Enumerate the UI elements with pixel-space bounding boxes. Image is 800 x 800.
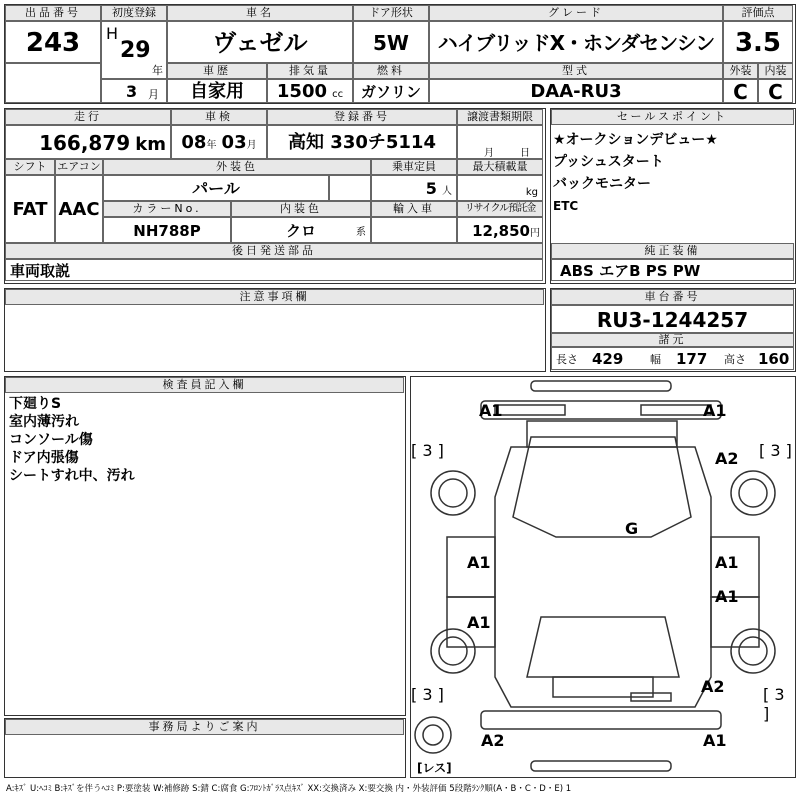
inspection-year: 08 — [181, 132, 207, 153]
mark-tire-rl: [ 3 ] — [411, 685, 444, 704]
dims-label: 諸元 — [551, 333, 794, 347]
inspector-line: コンソール傷 — [9, 432, 93, 448]
era: H — [106, 24, 119, 43]
genuine-label: 純正装備 — [551, 243, 794, 259]
inspector-label: 検査員記入欄 — [5, 377, 404, 393]
fuel-value: ガソリン — [353, 79, 429, 103]
inspector-lines — [9, 395, 135, 485]
office-box — [4, 718, 406, 778]
mileage-label: 走行 — [5, 109, 171, 125]
capacity-cell — [371, 175, 457, 201]
model-label: 型式 — [429, 63, 723, 79]
displacement-value: 1500 — [276, 81, 327, 102]
capacity-label: 乗車定員 — [371, 159, 457, 175]
lot-empty — [5, 63, 101, 103]
int-color-label: 内装色 — [231, 201, 371, 217]
mark-rear-right: A1 — [703, 731, 727, 750]
first-reg-month-cell — [101, 79, 167, 103]
mark-front-left: A1 — [479, 401, 503, 420]
legend: A:ｷｽﾞ U:ﾍｺﾐ B:ｷｽﾞを伴うﾍｺﾐ P:要塗装 W:補修跡 S:錆 C:腐食 G:ﾌﾛﾝﾄｶﾞﾗｽ点ｷｽﾞ XX:交換済み X:要交換 内・外装評価 5段階ﾗﾝｸ順(A・B・C・D・E) 1 — [6, 784, 572, 794]
displacement-label: 排気量 — [267, 63, 353, 79]
mark-roof: G — [625, 519, 639, 538]
top-sheet — [4, 4, 796, 104]
car-diagram — [410, 376, 796, 778]
office-label: 事務局よりご案内 — [5, 719, 404, 735]
mark-door-fr: A1 — [715, 553, 739, 572]
dims-row — [551, 347, 794, 370]
details-sheet — [4, 108, 546, 284]
door-type: 5W — [353, 21, 429, 63]
int-color-cell — [231, 217, 371, 243]
inspector-box — [4, 376, 406, 716]
width-value: 177 — [676, 350, 708, 368]
ext-score: C — [723, 79, 758, 103]
car-name-label: 車名 — [167, 5, 353, 21]
inspector-line: 室内薄汚れ — [9, 414, 79, 430]
model-value: DAA-RU3 — [429, 79, 723, 103]
grade-label: グレード — [429, 5, 723, 21]
length-label: 長さ — [556, 353, 578, 366]
shift-label: シフト — [5, 159, 55, 175]
mark-tire-fl: [ 3 ] — [411, 441, 444, 460]
grade-value: ハイブリッドX・ホンダセンシン — [429, 21, 723, 63]
recycle-unit: 円 — [530, 228, 540, 239]
sales-points-box — [550, 108, 796, 284]
lot-number: 243 — [5, 21, 101, 63]
notes-box — [4, 288, 546, 372]
int-color-value: クロ — [285, 222, 316, 240]
later-parts-value: 車両取説 — [5, 259, 543, 281]
capacity-unit: 人 — [442, 186, 452, 197]
sales-point-item: プッシュスタート — [553, 154, 664, 170]
aircon-label: エアコン — [55, 159, 103, 175]
sales-points-label: セールスポイント — [551, 109, 794, 125]
load-cell — [457, 175, 543, 201]
plate-value: 高知 330チ5114 — [267, 125, 457, 159]
inspection-year-unit: 年 — [206, 140, 217, 151]
first-reg-month: 3 — [126, 82, 138, 101]
transfer-month-unit: 月 — [484, 148, 494, 159]
first-reg-year: 29 — [120, 38, 151, 63]
mark-fender-right: A2 — [715, 449, 739, 468]
load-unit: kg — [525, 187, 538, 198]
inspector-line: ドア内張傷 — [9, 450, 79, 466]
mark-door-rl: A1 — [467, 613, 491, 632]
int-score-label: 内装 — [758, 63, 793, 79]
sales-point-item: バックモニター — [553, 176, 651, 192]
sales-points-list — [553, 129, 718, 217]
mileage-value: 166,879 — [39, 131, 131, 155]
displacement-cell — [267, 79, 353, 103]
import-cell — [371, 217, 457, 243]
aircon-value: AAC — [55, 175, 103, 243]
notes-label: 注意事項欄 — [5, 289, 544, 305]
chassis-box — [550, 288, 796, 372]
inspection-month-unit: 月 — [246, 140, 257, 151]
genuine-value: ABS エアB PS PW — [551, 259, 794, 281]
displacement-unit: cc — [332, 89, 344, 100]
color-no-label: カラーNo. — [103, 201, 231, 217]
mark-rear-fender-right: A2 — [701, 677, 725, 696]
sales-point-item: ★オークションデビュー★ — [553, 132, 718, 148]
capacity-value: 5 — [425, 179, 437, 198]
fuel-label: 燃料 — [353, 63, 429, 79]
load-label: 最大積載量 — [457, 159, 543, 175]
mark-tire-fr: [ 3 ] — [759, 441, 792, 460]
door-label: ドア形状 — [353, 5, 429, 21]
chassis-value: RU3-1244257 — [551, 305, 794, 333]
plate-label: 登録番号 — [267, 109, 457, 125]
inspector-line: 下廻りS — [9, 396, 62, 412]
year-unit: 年 — [152, 64, 163, 77]
mark-tire-rr: [ 3 ] — [763, 685, 785, 723]
shift-value: FAT — [5, 175, 55, 243]
mileage-cell — [5, 125, 171, 159]
sales-point-item: ETC — [553, 199, 579, 213]
month-unit: 月 — [148, 88, 159, 101]
mark-spare: [レス] — [417, 761, 452, 775]
mark-front-right: A1 — [703, 401, 727, 420]
chassis-label: 車台番号 — [551, 289, 794, 305]
first-reg-year-cell — [101, 21, 167, 79]
inspection-cell — [171, 125, 267, 159]
recycle-cell — [457, 217, 543, 243]
inspection-month: 03 — [221, 132, 247, 153]
later-parts-label: 後日発送部品 — [5, 243, 543, 259]
transfer-cell — [457, 125, 543, 159]
width-label: 幅 — [650, 353, 661, 366]
mark-rear-left: A2 — [481, 731, 505, 750]
ext-color-extra — [329, 175, 371, 201]
car-name: ヴェゼル — [167, 21, 353, 63]
ext-score-label: 外装 — [723, 63, 758, 79]
history-label: 車歴 — [167, 63, 267, 79]
history-value: 自家用 — [167, 79, 267, 103]
length-value: 429 — [592, 350, 624, 368]
car-outline — [411, 377, 794, 776]
transfer-label: 譲渡書類期限 — [457, 109, 543, 125]
ext-color-label: 外装色 — [103, 159, 371, 175]
recycle-label: リサイクル預託金 — [457, 201, 543, 217]
mark-door-rr: A1 — [715, 587, 739, 606]
score-value: 3.5 — [723, 21, 793, 63]
score-label: 評価点 — [723, 5, 793, 21]
first-reg-label: 初度登録 — [101, 5, 167, 21]
height-value: 160 — [758, 350, 790, 368]
ext-color-value: パール — [103, 175, 329, 201]
color-no-value: NH788P — [103, 217, 231, 243]
import-label: 輸入車 — [371, 201, 457, 217]
inspector-line: シートすれ中、汚れ — [9, 468, 135, 484]
height-label: 高さ — [724, 353, 746, 366]
mileage-unit: km — [135, 134, 166, 155]
transfer-day-unit: 日 — [520, 148, 530, 159]
int-color-unit: 系 — [356, 227, 366, 238]
inspection-label: 車検 — [171, 109, 267, 125]
mark-door-fl: A1 — [467, 553, 491, 572]
int-score: C — [758, 79, 793, 103]
lot-label: 出品番号 — [5, 5, 101, 21]
recycle-value: 12,850 — [472, 222, 530, 240]
